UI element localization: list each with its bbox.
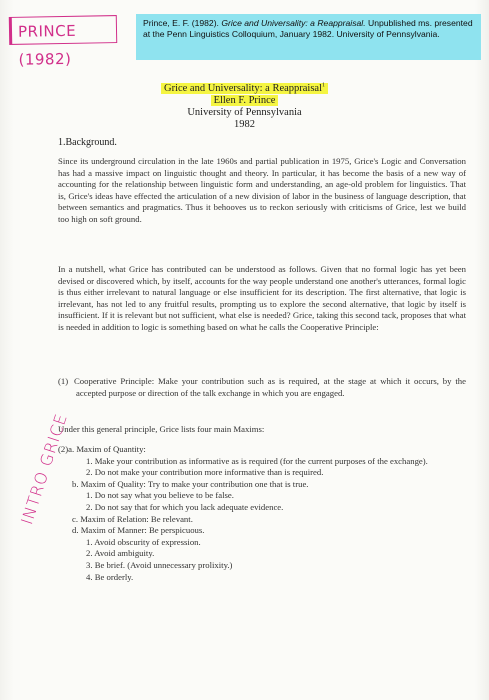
maxim-quantity-1: 1. Make your contribution as informative as is required (for the current purposes of the exchange).	[86, 455, 428, 466]
paper-title-block	[0, 79, 489, 131]
maxim-manner-head: d. Maxim of Manner: Be perspicuous.	[72, 525, 205, 536]
citation-box	[136, 14, 481, 60]
cooperative-principle	[58, 376, 466, 399]
maxims-intro: Under this general principle, Grice lists four main Maxims:	[58, 424, 265, 434]
citation-title: Grice and Universality: a Reappraisal.	[221, 18, 366, 28]
section-heading: 1.Background.	[58, 137, 117, 148]
maxim-relation: c. Maxim of Relation: Be relevant.	[72, 513, 193, 524]
paper-author: Ellen F. Prince	[211, 95, 279, 106]
maxim-quality-head: b. Maxim of Quality: Try to make your contribution one that is true.	[72, 478, 309, 489]
paragraph-1: Since its underground circulation in the late 1960s and partial publication in 1975, Grice's Logic and Conversation has had a massive impact on linguistic thought and theory. In particular, it has become the basis of a new way of accounting for the relationship between linguistic form and understanding, an age-old problem for linguistics. That is, Grice's ideas have effected the articulation of a new division of labor in the business of language description, that between semantics and pragmatics. Thus it behooves us to reckon seriously with criticisms of Grice, lest we build too high on soft ground.	[58, 156, 466, 224]
paper-year: 1982	[234, 118, 255, 130]
paper-title-text: Grice and Universality: a Reappraisal	[163, 82, 323, 94]
handwritten-margin-note: INTRO GRICE	[17, 410, 71, 527]
citation-suffix: Unpublished ms. presented at the Penn Linguistics Colloquium, January 1982. University of Pennsylvania.	[143, 18, 473, 40]
handwritten-tag: PRINCE (1982)	[9, 15, 117, 45]
maxim-manner-1: 1. Avoid obscurity of expression.	[86, 536, 201, 547]
principle-text: Cooperative Principle: Make your contribution such as is required, at the stage at which it occurs, by the accepted purpose or direction of the talk exchange in which you are engaged.	[74, 376, 466, 398]
maxim-quantity-2: 2. Do not make your contribution more informative than is required.	[86, 467, 324, 478]
maxim-quality-2: 2. Do not say that for which you lack adequate evidence.	[86, 501, 284, 512]
citation-prefix: Prince, E. F. (1982).	[143, 18, 222, 28]
maxim-quantity-head: (2)a. Maxim of Quantity:	[58, 444, 146, 454]
maxim-quality-1: 1. Do not say what you believe to be false.	[86, 490, 234, 501]
paper-title	[161, 83, 328, 94]
maxim-manner-3: 3. Be brief. (Avoid unnecessary prolixity.)	[86, 559, 233, 570]
maxim-manner-2: 2. Avoid ambiguity.	[86, 548, 155, 559]
paper-affiliation: University of Pennsylvania	[187, 106, 302, 118]
principle-label: (1)	[58, 376, 69, 386]
title-footnote-mark: 1	[322, 82, 326, 88]
maxims-list	[58, 444, 466, 583]
paragraph-2: In a nutshell, what Grice has contributed can be understood as follows. Given that no formal logic has yet been devised or discovered which, by itself, accounts for the way people understand one another's utterances, formal logic is thus either irrelevant to natural language or else insufficient for its description. The first alternative, that logic is irrelevant, has not led to any fruitful results, prompting us to explore the second alternative, that logic by itself is insufficient. If it is relevant but not sufficient, what else is needed? Grice, taking this second tack, proposes that what is needed in addition to logic is something based on what he calls the Cooperative Principle:	[58, 264, 466, 332]
maxim-manner-4: 4. Be orderly.	[86, 571, 134, 582]
